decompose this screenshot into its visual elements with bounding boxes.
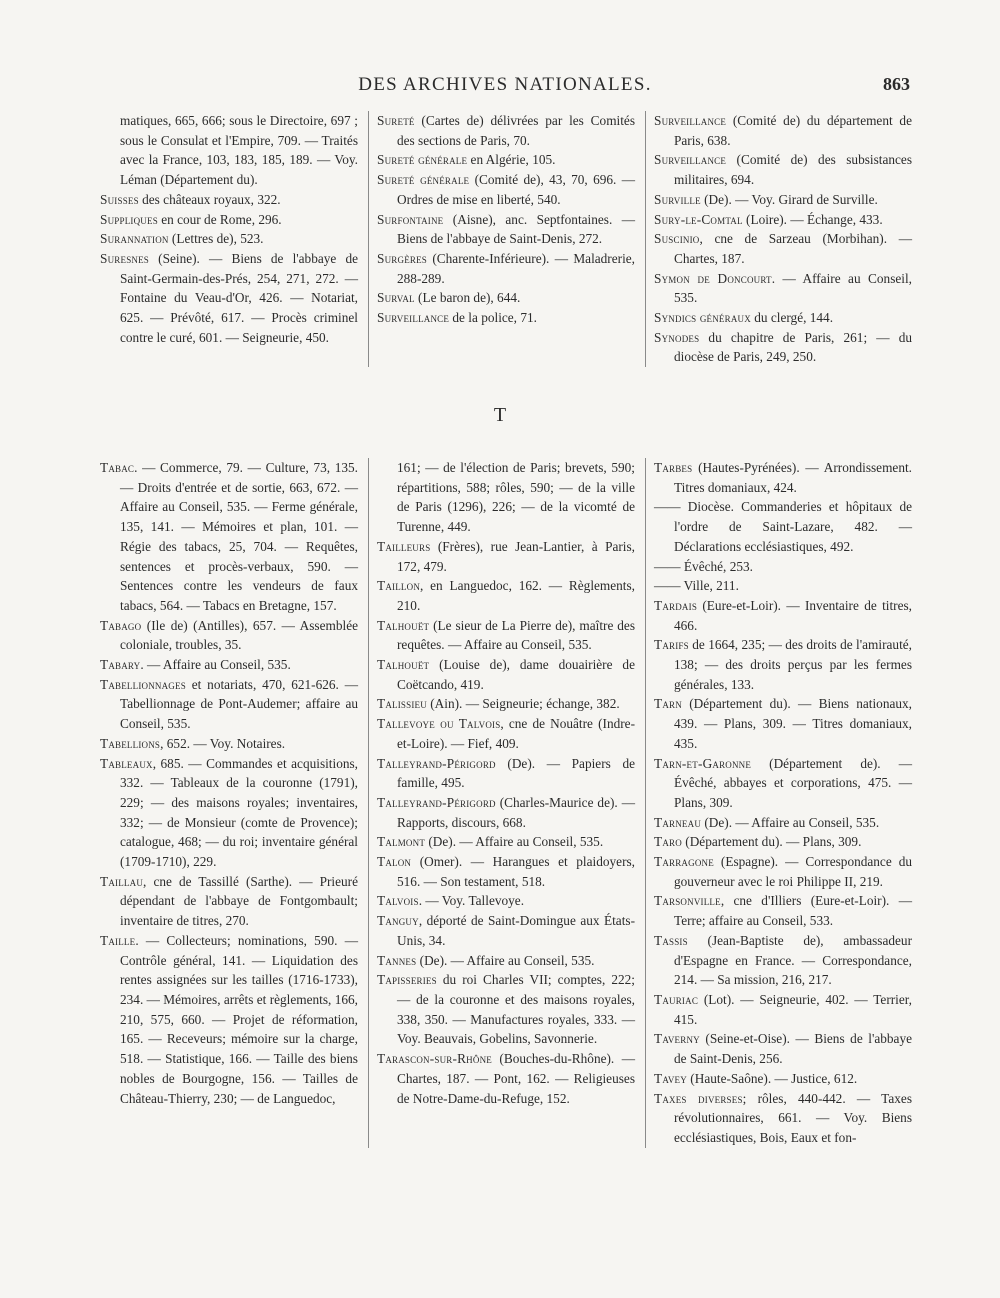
- entry-headword: Talhouët: [377, 617, 430, 633]
- entry-text: (Ile de) (Antilles), 657. — Assemblée coloniale, troubles, 35.: [120, 617, 358, 653]
- index-entry: [377, 1049, 635, 1108]
- index-entry: [100, 872, 358, 931]
- index-entry: [377, 170, 635, 209]
- entry-text: (Louise de), dame douairière de Coëtcando, 419.: [397, 657, 635, 692]
- entry-headword: Tabago: [100, 617, 142, 633]
- entry-text: (Département du). — Biens nationaux, 439. — Plans, 309. — Titres domaniaux, 435.: [674, 696, 912, 751]
- index-entry: [377, 655, 635, 694]
- entry-headword: Taillau: [100, 873, 144, 889]
- entry-headword: Surveillance: [377, 310, 450, 326]
- index-entry: [377, 616, 635, 655]
- column-2: [368, 111, 635, 367]
- index-entry: [377, 308, 635, 328]
- entry-text: (Cartes de) délivrées par les Comités des sections de Paris, 70.: [397, 113, 635, 148]
- index-entry: [654, 1089, 912, 1148]
- index-entry: [654, 458, 912, 497]
- index-entry: [100, 754, 358, 872]
- index-entry: [377, 951, 635, 971]
- entry-headword: Tarsonville: [654, 893, 721, 909]
- column-3: [645, 458, 912, 1148]
- entry-text: (Haute-Saône). — Justice, 612.: [686, 1070, 858, 1086]
- page-number: 863: [883, 74, 910, 94]
- entry-headword: Tabac: [100, 460, 135, 475]
- entry-headword: Sureté générale: [377, 172, 470, 188]
- entry-headword: Talissieu: [377, 696, 427, 712]
- index-entry: [654, 754, 912, 813]
- index-entry: [654, 832, 912, 852]
- running-title: DES ARCHIVES NATIONALES.: [358, 74, 652, 95]
- entry-text: matiques, 665, 666; sous le Directoire, 697 ; sous le Consulat et l'Empire, 709. — Traités avec la France, 103, 183, 185, 189. — Voy. Léman (Département du).: [120, 113, 358, 188]
- entry-text: en cour de Rome, 296.: [157, 211, 282, 227]
- entry-headword: Talhouët: [377, 657, 430, 673]
- index-entry: [377, 891, 635, 911]
- index-entry: [654, 269, 912, 308]
- entry-headword: Taxes diverses: [654, 1090, 743, 1106]
- entry-headword: Suppliques: [100, 211, 158, 227]
- index-entry: [654, 990, 912, 1029]
- index-entry: [100, 111, 358, 190]
- entry-headword: Sureté générale: [377, 152, 468, 168]
- entry-text: . — Affaire au Conseil, 535.: [140, 657, 291, 673]
- index-entry: [654, 210, 912, 230]
- index-entry: [654, 694, 912, 753]
- entry-text: (Espagne). — Correspondance du gouverneur avec le roi Philippe II, 219.: [674, 854, 912, 889]
- entry-text: (Ain). — Seigneurie; échange, 382.: [426, 696, 620, 712]
- entry-text: —— Évêché, 253.: [654, 558, 753, 574]
- index-entry: [100, 229, 358, 249]
- index-entry: [654, 1069, 912, 1089]
- letter-heading: T: [493, 404, 507, 426]
- index-entry: [377, 576, 635, 615]
- index-entry: [654, 111, 912, 150]
- index-entry: [654, 852, 912, 891]
- index-entry: [377, 793, 635, 832]
- index-entry: [377, 970, 635, 1049]
- entry-text: du clergé, 144.: [750, 310, 834, 326]
- entry-text: (Bouches-du-Rhône). — Chartes, 187. — Pont, 162. — Religieuses de Notre-Dame-du-Refuge, 152.: [397, 1051, 635, 1106]
- entry-text: , déporté de Saint-Domingue aux États-Unis, 34.: [397, 913, 635, 948]
- entry-text: (Eure-et-Loir). — Inventaire de titres, 466.: [674, 597, 912, 633]
- entry-headword: Surveillance: [654, 152, 727, 168]
- entry-text: (Département de). — Évêché, abbayes et corporations, 475. — Plans, 309.: [674, 755, 912, 810]
- entry-headword: Tarneau: [654, 814, 702, 830]
- column-1: [100, 111, 358, 367]
- entry-text: , cne de Nouâtre (Indre-et-Loire). — Fief, 409.: [397, 716, 635, 751]
- entry-headword: Surveillance: [654, 113, 727, 128]
- entry-headword: Suisses: [100, 191, 139, 207]
- entry-headword: Surville: [654, 191, 701, 207]
- entry-text: (Jean-Baptiste de), ambassadeur d'Espagne en France. — Correspondance, 214. — Sa mission, 216, 217.: [674, 932, 912, 988]
- entry-text: (Seine-et-Oise). — Biens de l'abbaye de Saint-Denis, 256.: [674, 1031, 912, 1067]
- index-entry: [654, 1029, 912, 1068]
- column-3: [645, 111, 912, 367]
- entry-text: (Comité de), 43, 70, 696. — Ordres de mise en liberté, 540.: [397, 172, 635, 207]
- index-entry: [100, 734, 358, 754]
- entry-headword: Tarbes: [654, 460, 693, 475]
- index-entry: [377, 714, 635, 753]
- entry-headword: Tauriac: [654, 991, 699, 1007]
- entry-text: —— Diocèse. Commanderies et hôpitaux de l'ordre de Saint-Lazare, 482. — Déclarations ecclésiastiques, 492.: [654, 499, 912, 554]
- entry-text: (Charente-Inférieure). — Maladrerie, 288-289.: [397, 250, 635, 286]
- entry-text: . — Collecteurs; nominations, 590. — Contrôle général, 141. — Liquidation des rentes assignées sur les tailles (1716-1733), 234. — Mémoires, arrêts et règlements, 166, 210, 575, 660. — Projet de réformation, 165. — Receveurs; mémoire sur la charge, 518. — Statistique, 166. — Taille des biens nobles de Bourgogne, 156. — Tailles de Château-Thierry, 230; — de Languedoc,: [120, 932, 358, 1106]
- index-entry: [654, 497, 912, 556]
- entry-headword: Tassis: [654, 932, 688, 948]
- index-entry: [377, 150, 635, 170]
- entry-headword: Surgères: [377, 250, 428, 266]
- column-1: [100, 458, 358, 1148]
- index-entry: [100, 616, 358, 655]
- index-entry: [377, 911, 635, 950]
- index-entry: [654, 576, 912, 596]
- column-2: [368, 458, 635, 1148]
- entry-text: . — Voy. Tallevoye.: [418, 893, 525, 909]
- index-entry: [654, 308, 912, 328]
- entry-headword: Taille: [100, 932, 136, 948]
- entry-headword: Tarn-et-Garonne: [654, 755, 752, 771]
- index-entry: [654, 635, 912, 694]
- entry-headword: Taro: [654, 834, 682, 850]
- entry-text: (De). — Affaire au Conseil, 535.: [416, 952, 595, 968]
- entry-headword: Suresnes: [100, 250, 150, 266]
- entry-text: (De). — Affaire au Conseil, 535.: [425, 834, 604, 850]
- index-entry: [100, 249, 358, 348]
- entry-text: (Lettres de), 523.: [168, 231, 264, 247]
- index-entry: [100, 210, 358, 230]
- entry-headword: Suscinio: [654, 231, 700, 247]
- entry-text: ; rôles, 440-442. — Taxes révolutionnaires, 661. — Voy. Biens ecclésiastiques, Bois, Eaux et fon-: [674, 1090, 912, 1145]
- entry-headword: Taillon: [377, 578, 421, 594]
- entry-headword: Talleyrand-Périgord: [377, 755, 496, 771]
- entry-headword: Talleyrand-Périgord: [377, 794, 496, 810]
- running-head: [100, 74, 910, 98]
- entry-text: de 1664, 235; — des droits de l'amirauté, 138; — des droits perçus par les fermes générales, 133.: [674, 637, 912, 692]
- index-entry: [654, 931, 912, 990]
- entry-headword: Surfontaine: [377, 211, 444, 227]
- index-entry: [100, 190, 358, 210]
- index-section-t: [100, 458, 912, 1148]
- index-entry: [377, 694, 635, 714]
- entry-text: (Loire). — Échange, 433.: [742, 211, 883, 227]
- entry-headword: Tardais: [654, 597, 698, 613]
- entry-headword: Tableaux: [100, 755, 153, 771]
- entry-headword: Tarragone: [654, 854, 714, 870]
- entry-text: , cne de Sarzeau (Morbihan). — Chartes, 187.: [674, 231, 912, 266]
- entry-headword: Symon de Doncourt: [654, 270, 772, 286]
- index-entry: [377, 754, 635, 793]
- entry-text: (Le baron de), 644.: [414, 290, 521, 306]
- entry-text: de la police, 71.: [449, 310, 537, 326]
- index-entry: [654, 328, 912, 367]
- entry-text: des châteaux royaux, 322.: [138, 191, 281, 207]
- entry-headword: Tarifs: [654, 637, 689, 653]
- index-entry: [100, 655, 358, 675]
- index-entry: [654, 557, 912, 577]
- entry-headword: Tabellionnages: [100, 676, 186, 692]
- index-entry: [654, 150, 912, 189]
- entry-text: du chapitre de Paris, 261; — du diocèse de Paris, 249, 250.: [674, 329, 912, 365]
- index-entry: [377, 288, 635, 308]
- entry-headword: Tanguy: [377, 913, 419, 929]
- index-entry: [654, 190, 912, 210]
- entry-text: , 652. — Voy. Notaires.: [160, 735, 286, 751]
- entry-headword: Tallevoye ou Talvois: [377, 716, 501, 732]
- entry-text: , en Languedoc, 162. — Règlements, 210.: [397, 578, 635, 613]
- entry-text: (Omer). — Harangues et plaidoyers, 516. — Son testament, 518.: [397, 854, 635, 889]
- index-entry: [100, 675, 358, 734]
- entry-headword: Talmont: [377, 834, 426, 850]
- entry-headword: Sureté: [377, 113, 415, 128]
- entry-text: (Frères), rue Jean-Lantier, à Paris, 172, 479.: [397, 538, 635, 574]
- entry-headword: Surval: [377, 290, 415, 306]
- entry-text: (De). — Papiers de famille, 495.: [397, 755, 635, 791]
- entry-text: (Hautes-Pyrénées). — Arrondissement. Titres domaniaux, 424.: [674, 460, 912, 495]
- index-entry: [377, 111, 635, 150]
- entry-text: —— Ville, 211.: [654, 578, 739, 594]
- entry-headword: Tailleurs: [377, 538, 431, 554]
- index-section-s: [100, 111, 912, 367]
- entry-text: (De). — Voy. Girard de Surville.: [700, 191, 878, 207]
- entry-headword: Syndics généraux: [654, 310, 751, 326]
- entry-text: (Comité de) du département de Paris, 638.: [674, 113, 912, 148]
- index-entry: [654, 596, 912, 635]
- entry-text: (Charles-Maurice de). — Rapports, discours, 668.: [397, 794, 635, 830]
- index-entry: [377, 852, 635, 891]
- entry-headword: Sury-le-Comtal: [654, 211, 743, 227]
- index-entry: [100, 458, 358, 616]
- entry-text: et notariats, 470, 621-626. — Tabellionnage de Pont-Audemer; affaire au Conseil, 535.: [120, 676, 358, 732]
- entry-text: 161; — de l'élection de Paris; brevets, 590; répartitions, 588; rôles, 590; — de la ville de Paris (1296), 226; — de la vicomté de Turenne, 449.: [397, 460, 635, 535]
- index-entry: [654, 229, 912, 268]
- entry-text: (Comité de) des subsistances militaires, 694.: [674, 152, 912, 188]
- entry-text: . — Affaire au Conseil, 535.: [674, 270, 912, 306]
- entry-headword: Surannation: [100, 231, 169, 247]
- entry-text: (Seine). — Biens de l'abbaye de Saint-Germain-des-Prés, 254, 271, 272. — Fontaine du Veau-d'Or, 426. — Notariat, 625. — Prévôté, 617. — Procès criminel contre le curé, 601. — Seigneurie, 450.: [120, 250, 358, 345]
- entry-headword: Tabary: [100, 657, 141, 673]
- entry-headword: Tavey: [654, 1070, 687, 1086]
- entry-headword: Tabellions: [100, 735, 161, 751]
- index-entry: [377, 537, 635, 576]
- entry-headword: Taverny: [654, 1031, 700, 1047]
- index-entry: [100, 931, 358, 1108]
- entry-text: . — Commerce, 79. — Culture, 73, 135. — Droits d'entrée et de sortie, 663, 672. — Affaire au Conseil, 535. — Ferme générale, 135, 141. — Mémoires et plan, 101. — Régie des tabacs, 25, 704. — Requêtes, sentences et procès-verbaux, 590. — Sentences contre les vendeurs de faux tabacs, 564. — Tabacs en Bretagne, 157.: [120, 460, 358, 613]
- index-entry: [654, 813, 912, 833]
- entry-text: du roi Charles VII; comptes, 222; — de la couronne et des maisons royales, 338, 350. — Manufactures royales, 333. — Voy. Beauvais, Gobelins, Savonnerie.: [397, 972, 635, 1047]
- entry-headword: Talon: [377, 854, 412, 870]
- entry-text: (Département du). — Plans, 309.: [681, 834, 862, 850]
- index-entry: [377, 458, 635, 537]
- entry-text: (Le sieur de La Pierre de), maître des requêtes. — Affaire au Conseil, 535.: [397, 617, 635, 653]
- index-entry: [377, 249, 635, 288]
- entry-text: , 685. — Commandes et acquisitions, 332. — Tableaux de la couronne (1791), 229; — des maisons royales; inventaires, 332; — de Monsieur (comte de Provence); catalogue, 468; — du roi; inventaire général (1709-1710), 229.: [120, 755, 358, 870]
- index-entry: [377, 832, 635, 852]
- entry-headword: Tarascon-sur-Rhône: [377, 1051, 492, 1067]
- entry-headword: Tannes: [377, 952, 417, 968]
- index-entry: [377, 210, 635, 249]
- entry-text: (Aisne), anc. Septfontaines. — Biens de l'abbaye de Saint-Denis, 272.: [397, 211, 635, 247]
- entry-text: , cne d'Illiers (Eure-et-Loir). — Terre; affaire au Conseil, 533.: [674, 893, 912, 929]
- entry-headword: Tapisseries: [377, 972, 437, 988]
- entry-text: (De). — Affaire au Conseil, 535.: [701, 814, 880, 830]
- index-entry: [654, 891, 912, 930]
- entry-text: en Algérie, 105.: [467, 152, 556, 168]
- entry-text: (Lot). — Seigneurie, 402. — Terrier, 415.: [674, 991, 912, 1027]
- entry-headword: Talvois: [377, 893, 419, 909]
- entry-headword: Tarn: [654, 696, 682, 712]
- entry-text: , cne de Tassillé (Sarthe). — Prieuré dépendant de l'abbaye de Fontgombault; inventaire de titres, 270.: [120, 873, 358, 929]
- entry-headword: Synodes: [654, 329, 700, 345]
